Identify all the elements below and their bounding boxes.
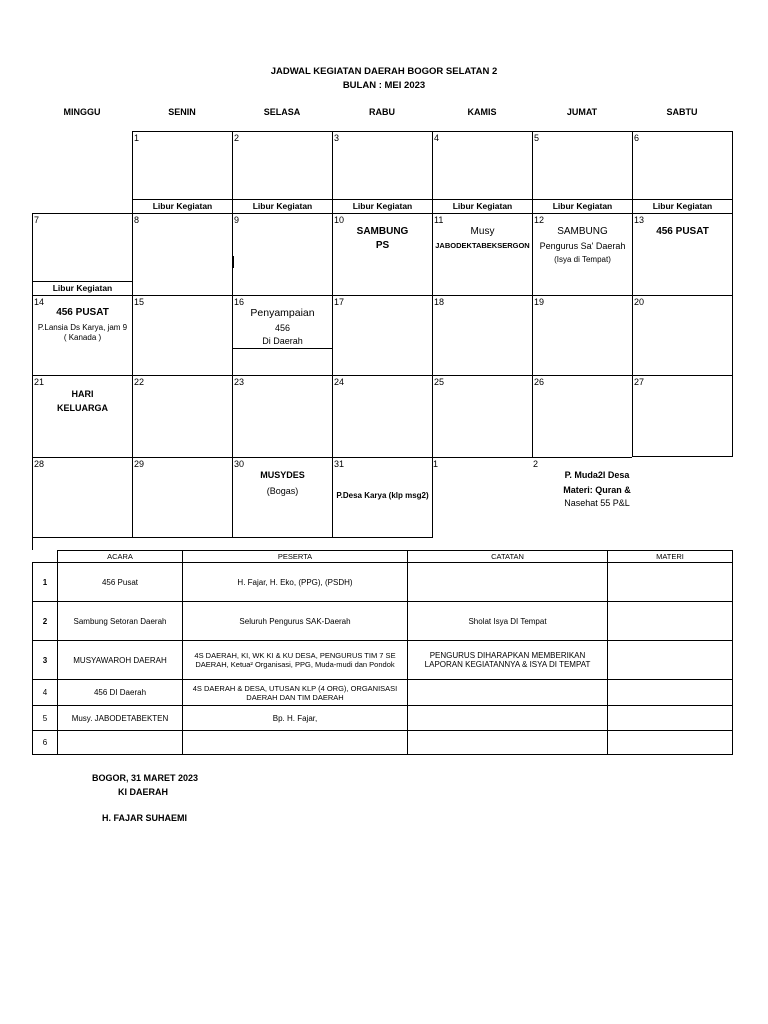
event-subtitle: Pengurus Sa' Daerah (539, 241, 626, 251)
event-title: Penyampaian (250, 307, 315, 319)
page-subtitle: BULAN : MEI 2023 (342, 80, 426, 91)
row-number: 4 (33, 680, 58, 706)
calendar-day-cell (132, 457, 232, 538)
day-header-sabtu: SABTU (666, 107, 698, 117)
event-subtitle: Materi: Quran & (563, 485, 631, 495)
row-catatan (408, 706, 608, 731)
row-number: 2 (33, 602, 58, 641)
event-title: 456 PUSAT (656, 226, 709, 237)
row-materi (608, 563, 733, 602)
day-number: 22 (134, 377, 145, 387)
day-number: 5 (534, 133, 540, 143)
event-title: P.Desa Karya (klp msg2) (336, 491, 429, 500)
calendar-day-cell (232, 457, 332, 538)
day-number: 31 (334, 459, 345, 469)
day-number: 2 (533, 459, 539, 469)
event-subtitle: JABODEKTABEKSERGON (435, 241, 530, 250)
day-number: 9 (234, 215, 240, 225)
row-acara: 456 Pusat (58, 563, 183, 602)
row-catatan (408, 563, 608, 602)
calendar-day-cell (632, 295, 733, 375)
event-title: P. Muda2I Desa (564, 470, 630, 480)
row-acara: Sambung Setoran Daerah (58, 602, 183, 641)
row-catatan (408, 680, 608, 706)
calendar-day-cell (532, 457, 632, 538)
event-note: Nasehat 55 P&L (564, 498, 630, 508)
day-number: 27 (634, 377, 645, 387)
day-header-kamis: KAMIS (467, 107, 497, 117)
day-number: 6 (634, 133, 640, 143)
day-number: 25 (434, 377, 445, 387)
row-materi (608, 602, 733, 641)
row-catatan: PENGURUS DIHARAPKAN MEMBERIKAN LAPORAN KEGIATANNYA & ISYA DI TEMPAT (408, 641, 608, 680)
calendar-day-cell (532, 131, 632, 213)
event-subtitle: KELUARGA (57, 403, 108, 413)
cell-marker (232, 256, 234, 268)
calendar-day-cell (332, 131, 432, 213)
calendar-grid (32, 131, 733, 538)
libur-label: Libur Kegiatan (633, 199, 732, 213)
calendar-day-cell (232, 295, 332, 375)
table-row (33, 706, 733, 731)
row-acara (58, 731, 183, 755)
day-header-minggu: MINGGU (63, 107, 101, 117)
day-number: 8 (134, 215, 140, 225)
calendar-day-cell (432, 131, 532, 213)
row-peserta: Seluruh Pengurus SAK-Daerah (183, 602, 408, 641)
day-header-jumat: JUMAT (566, 107, 598, 117)
calendar-day-cell (532, 375, 632, 457)
day-number: 29 (134, 459, 145, 469)
table-row (33, 731, 733, 755)
day-number: 7 (34, 215, 40, 225)
calendar-day-cell (132, 213, 232, 295)
calendar-day-cell (632, 131, 733, 213)
day-header-rabu: RABU (369, 107, 395, 117)
row-acara: 456 DI Daerah (58, 680, 183, 706)
libur-label: Libur Kegiatan (233, 199, 332, 213)
row-materi (608, 731, 733, 755)
day-number: 1 (433, 459, 439, 469)
event-title: HARI (71, 389, 94, 399)
table-header-materi: MATERI (608, 551, 733, 563)
calendar-day-cell (32, 213, 132, 295)
day-number: 10 (334, 215, 345, 225)
day-number: 3 (334, 133, 340, 143)
day-number: 19 (534, 297, 545, 307)
calendar-day-cell (132, 375, 232, 457)
row-peserta: 4S DAERAH, KI, WK KI & KU DESA, PENGURUS TIM 7 SE DAERAH, Ketua² Organisasi, PPG, Muda-mudi dan Pondok (183, 641, 408, 680)
calendar-day-cell (432, 295, 532, 375)
calendar-day-cell (432, 375, 532, 457)
row-peserta: H. Fajar, H. Eko, (PPG), (PSDH) (183, 563, 408, 602)
day-number: 23 (234, 377, 245, 387)
day-number: 2 (234, 133, 240, 143)
day-number: 21 (34, 377, 45, 387)
event-subtitle: PS (375, 240, 390, 251)
table-row (33, 563, 733, 602)
calendar-day-cell (32, 375, 132, 457)
day-header-senin: SENIN (168, 107, 196, 117)
event-title: SAMBUNG (356, 226, 409, 237)
day-number: 12 (534, 215, 545, 225)
event-title: SAMBUNG (557, 226, 608, 237)
calendar-day-cell (332, 295, 432, 375)
row-catatan: Sholat Isya DI Tempat (408, 602, 608, 641)
event-title: Musy (470, 226, 495, 237)
cell-divider (233, 348, 332, 349)
signature-name: H. FAJAR SUHAEMI (102, 813, 188, 823)
calendar-day-cell (332, 457, 433, 538)
activity-table (32, 550, 733, 755)
day-number: 15 (134, 297, 145, 307)
grid-divider (32, 538, 33, 550)
table-header-row (33, 551, 733, 563)
row-peserta: Bp. H. Fajar, (183, 706, 408, 731)
libur-label: Libur Kegiatan (533, 199, 632, 213)
day-number: 14 (34, 297, 45, 307)
calendar-day-cell (632, 375, 733, 457)
row-acara: MUSYAWAROH DAERAH (58, 641, 183, 680)
row-acara: Musy. JABODETABEKTEN (58, 706, 183, 731)
table-header-peserta: PESERTA (183, 551, 408, 563)
calendar-day-cell (32, 457, 132, 538)
day-number: 24 (334, 377, 345, 387)
day-header-selasa: SELASA (263, 107, 301, 117)
day-number: 26 (534, 377, 545, 387)
row-materi (608, 680, 733, 706)
calendar-day-cell (332, 213, 432, 295)
signature-place-date: BOGOR, 31 MARET 2023 (92, 773, 199, 783)
day-number: 16 (234, 297, 245, 307)
day-number: 4 (434, 133, 440, 143)
row-number: 3 (33, 641, 58, 680)
day-number: 20 (634, 297, 645, 307)
calendar-day-cell (232, 131, 332, 213)
table-header-no (33, 551, 58, 563)
calendar-day-cell (632, 213, 733, 295)
day-number: 1 (134, 133, 140, 143)
calendar-day-cell (532, 213, 632, 295)
table-row (33, 602, 733, 641)
page-title: JADWAL KEGIATAN DAERAH BOGOR SELATAN 2 (270, 66, 498, 77)
event-subtitle: (Bogas) (266, 486, 299, 496)
day-number: 11 (434, 215, 444, 225)
event-note: ( Kanada ) (63, 333, 102, 342)
calendar-day-cell (432, 457, 532, 538)
row-catatan (408, 731, 608, 755)
calendar-day-cell (232, 213, 332, 295)
table-header-acara: ACARA (58, 551, 183, 563)
row-materi (608, 641, 733, 680)
calendar-day-cell (532, 295, 632, 375)
event-title: MUSYDES (260, 470, 305, 480)
row-number: 1 (33, 563, 58, 602)
libur-label: Libur Kegiatan (433, 199, 532, 213)
table-header-catatan: CATATAN (408, 551, 608, 563)
calendar-day-cell (432, 213, 532, 295)
day-number: 28 (34, 459, 45, 469)
event-title: 456 PUSAT (56, 307, 109, 318)
event-note: (Isya di Tempat) (554, 255, 611, 264)
calendar-day-cell (232, 375, 332, 457)
row-peserta (183, 731, 408, 755)
event-subtitle: P.Lansia Ds Karya, jam 9 (37, 323, 128, 332)
calendar-day-cell (332, 375, 432, 457)
day-number: 17 (334, 297, 345, 307)
event-note: Di Daerah (262, 336, 303, 346)
event-subtitle: 456 (274, 323, 291, 333)
libur-label: Libur Kegiatan (133, 199, 232, 213)
libur-label: Libur Kegiatan (333, 199, 432, 213)
calendar-day-cell (32, 295, 132, 375)
day-number: 18 (434, 297, 445, 307)
day-number: 30 (234, 459, 245, 469)
day-number: 13 (634, 215, 645, 225)
row-materi (608, 706, 733, 731)
table-row (33, 680, 733, 706)
libur-label: Libur Kegiatan (33, 281, 132, 295)
signature-role: KI DAERAH (118, 787, 169, 797)
calendar-day-cell (132, 295, 232, 375)
calendar-day-cell (132, 131, 232, 213)
row-peserta: 4S DAERAH & DESA, UTUSAN KLP (4 ORG), ORGANISASI DAERAH DAN TIM DAERAH (183, 680, 408, 706)
row-number: 5 (33, 706, 58, 731)
table-row (33, 641, 733, 680)
row-number: 6 (33, 731, 58, 755)
